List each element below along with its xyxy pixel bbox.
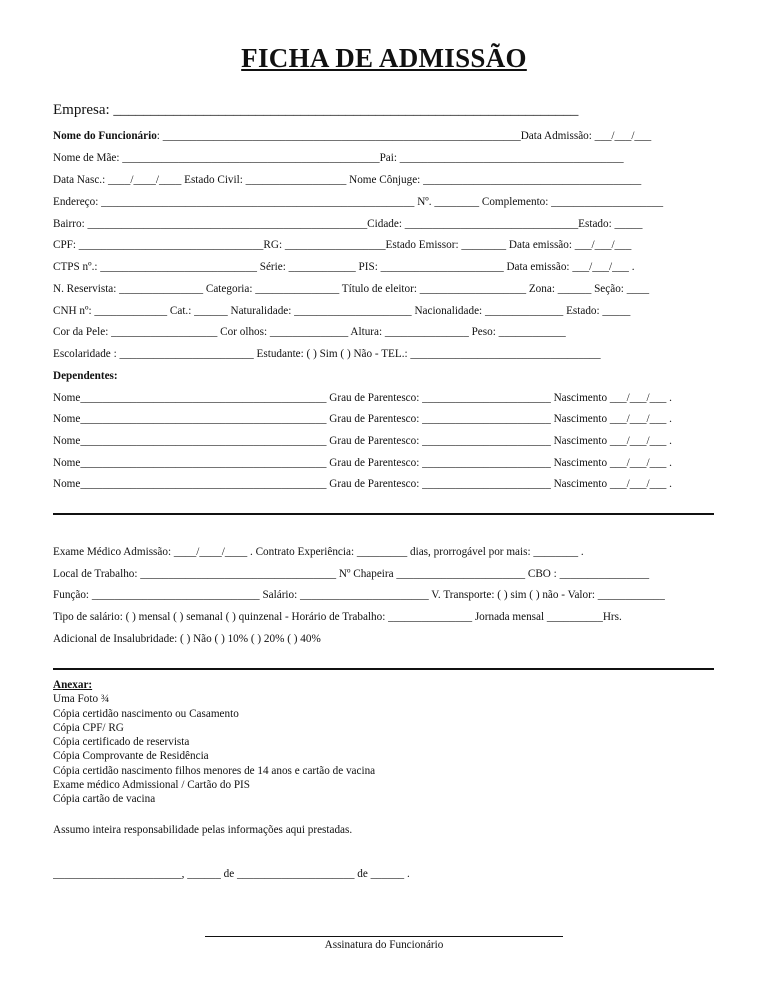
section-divider [53, 513, 714, 515]
reservista-row[interactable]: N. Reservista: _______________ Categoria: _______________ Título de eleitor: ___________________ Zona: ______ Seção: ____ [53, 283, 650, 295]
anexar-item: Cópia CPF/ RG [53, 721, 124, 734]
exame-row[interactable]: Exame Médico Admissão: ____/____/____ . Contrato Experiência: _________ dias, prorrogável por mais: ________ . [53, 546, 584, 558]
signature-label: Assinatura do Funcionário [324, 939, 444, 951]
declaracao-text: Assumo inteira responsabilidade pelas informações aqui prestadas. [53, 824, 353, 836]
nascimento-row[interactable]: Data Nasc.: ____/____/____ Estado Civil: __________________ Nome Cônjuge: _______________________________________ [53, 174, 642, 186]
section-divider [53, 668, 714, 670]
tipo-salario-row[interactable]: Tipo de salário: ( ) mensal ( ) semanal ( ) quinzenal - Horário de Trabalho: _______________ Jornada mensal __________Hrs. [53, 611, 622, 623]
dependente-row[interactable]: Nome____________________________________________ Grau de Parentesco: _______________________ Nascimento ___/___/___ . [53, 392, 672, 404]
escolaridade-row[interactable]: Escolaridade : ________________________ Estudante: ( ) Sim ( ) Não - TEL.: __________________________________ [53, 348, 601, 360]
dependente-row[interactable]: Nome____________________________________________ Grau de Parentesco: _______________________ Nascimento ___/___/___ . [53, 413, 672, 425]
funcionario-field[interactable]: : ________________________________________________________________Data Admissão: ___/___/___ [156, 130, 652, 142]
funcionario-label: Nome do Funcionário [53, 130, 157, 142]
local-trabalho-row[interactable]: Local de Trabalho: ___________________________________ Nº Chapeira _______________________ CBO : ________________ [53, 568, 650, 580]
anexar-item: Cópia cartão de vacina [53, 793, 156, 806]
anexar-item: Exame médico Admissional / Cartão do PIS [53, 779, 250, 792]
insalubridade-row[interactable]: Adicional de Insalubridade: ( ) Não ( ) 10% ( ) 20% ( ) 40% [53, 633, 321, 645]
funcionario-row[interactable] [53, 128, 714, 144]
anexar-item: Cópia Comprovante de Residência [53, 750, 209, 763]
cpf-row[interactable]: CPF: _________________________________RG: __________________Estado Emissor: ________ Data emissão: ___/___/___ [53, 239, 632, 251]
funcao-row[interactable]: Função: ______________________________ Salário: _______________________ V. Transporte: ( ) sim ( ) não - Valor: ____________ [53, 589, 665, 601]
cor-row[interactable]: Cor da Pele: ___________________ Cor olhos: ______________ Altura: _______________ Peso: ____________ [53, 326, 566, 338]
dependentes-heading: Dependentes: [53, 370, 118, 382]
anexar-item: Cópia certidão nascimento ou Casamento [53, 707, 239, 720]
anexar-item: Cópia certidão nascimento filhos menores de 14 anos e cartão de vacina [53, 764, 376, 777]
anexar-item: Uma Foto ¾ [53, 693, 110, 706]
signature-line[interactable] [205, 936, 563, 937]
dependente-row[interactable]: Nome____________________________________________ Grau de Parentesco: _______________________ Nascimento ___/___/___ . [53, 457, 672, 469]
anexar-section [53, 678, 553, 807]
cnh-row[interactable]: CNH nº: _____________ Cat.: ______ Naturalidade: _____________________ Nacionalidade: ______________ Estado: _____ [53, 305, 631, 317]
empresa-field[interactable]: Empresa: ______________________________________________________________ [53, 102, 579, 118]
form-title: FICHA DE ADMISSÃO [241, 43, 527, 73]
dependente-row[interactable]: Nome____________________________________________ Grau de Parentesco: _______________________ Nascimento ___/___/___ . [53, 478, 672, 490]
data-local-field[interactable]: _______________________, ______ de _____________________ de ______ . [53, 868, 410, 880]
dependente-row[interactable]: Nome____________________________________________ Grau de Parentesco: _______________________ Nascimento ___/___/___ . [53, 435, 672, 447]
mae-pai-row[interactable]: Nome de Mãe: ______________________________________________Pai: ________________________________________ [53, 152, 624, 164]
endereco-row[interactable]: Endereço: ________________________________________________________ Nº. ________ Complemento: ____________________ [53, 196, 664, 208]
anexar-heading: Anexar: [53, 679, 93, 691]
bairro-row[interactable]: Bairro: __________________________________________________Cidade: _______________________________Estado: _____ [53, 218, 643, 230]
ctps-row[interactable]: CTPS nº.: ____________________________ Série: ____________ PIS: ______________________ Data emissão: ___/___/___ . [53, 261, 635, 273]
anexar-item: Cópia certificado de reservista [53, 736, 190, 749]
